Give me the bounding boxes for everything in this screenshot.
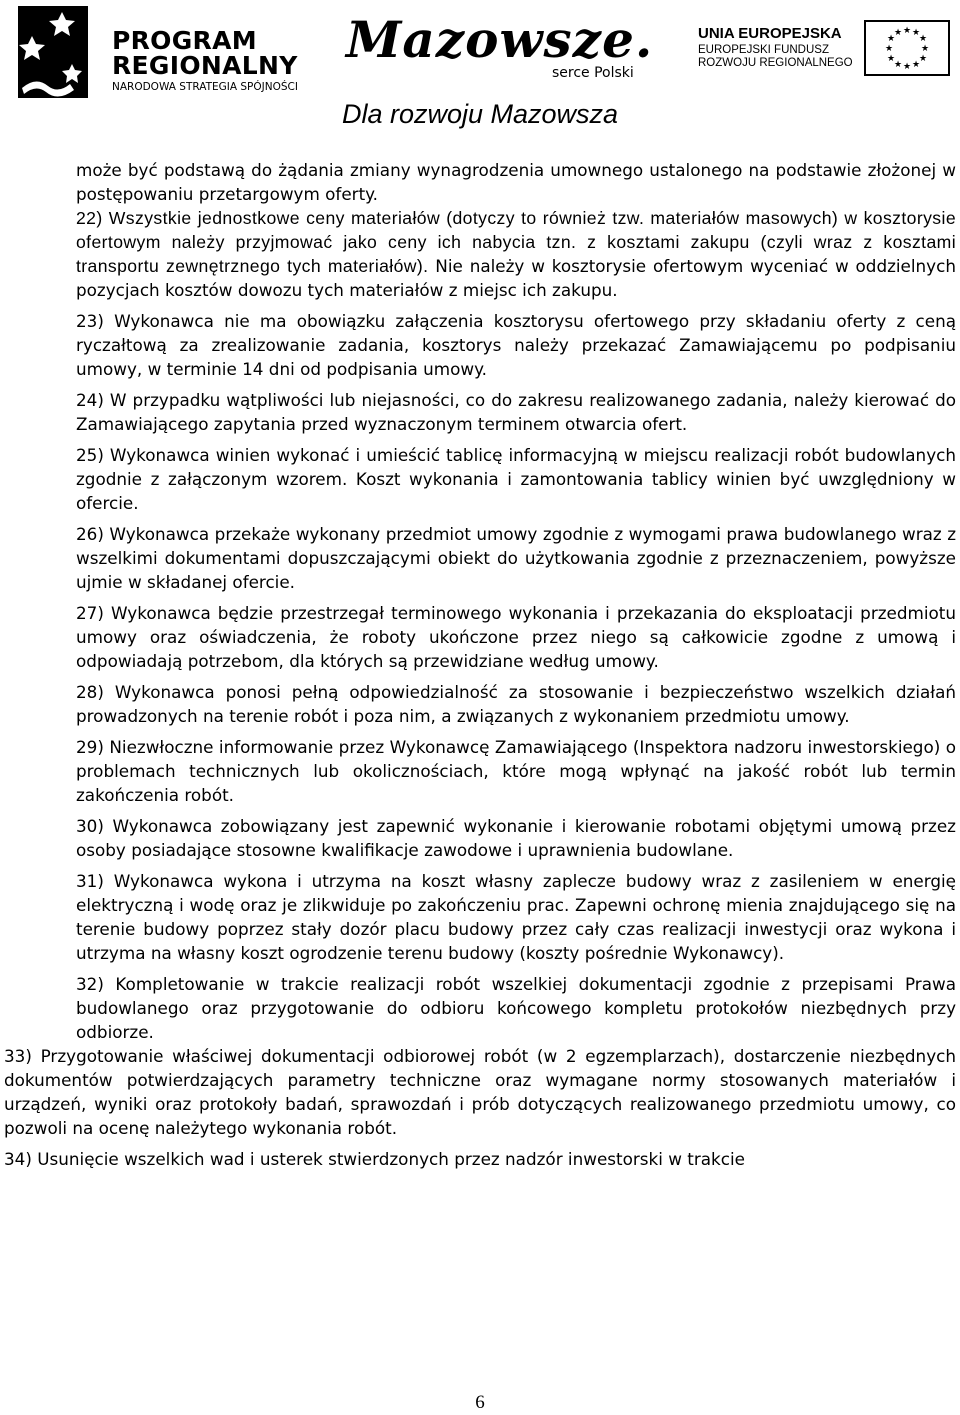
svg-text:★: ★ [911, 28, 921, 38]
paragraph-24: 24) W przypadku wątpliwości lub niejasności, co do zakresu realizowanego zadania, należy kierować do Zamawiającego zapytania przed wyznaczonym terminem otwarcia ofert. [76, 390, 956, 434]
page-header [0, 0, 960, 140]
paragraph-25: 25) Wykonawca winien wykonać i umieścić tablicę informacyjną w miejscu realizacji robót budowlanych zgodnie z załączonym wzorem. Koszt wykonania i zamontowania tablicy winien być uwzględniony w ofercie. [76, 445, 956, 513]
svg-text:★: ★ [886, 34, 896, 44]
program-logo-line3: NARODOWA STRATEGIA SPÓJNOŚCI [112, 81, 298, 93]
eu-logo-line2: EUROPEJSKI FUNDUSZ [698, 44, 829, 56]
paragraph-26: 26) Wykonawca przekaże wykonany przedmiot umowy zgodnie z wymogami prawa budowlanego wraz z wszelkimi dokumentami dopuszczającymi obiekt do użytkowania zgodnie z przeznaczeniem, powyższe ujmie w składanej ofercie. [76, 524, 956, 592]
svg-text:★: ★ [884, 44, 894, 54]
mazowsze-logo-subtitle: serce Polski [552, 65, 634, 81]
svg-text:★: ★ [893, 60, 903, 70]
program-regionalny-logo [18, 6, 298, 98]
paragraph-30: 30) Wykonawca zobowiązany jest zapewnić wykonanie i kierowanie robotami objętymi umową przez osoby posiadające stosowne kwalifikacje zawodowe i uprawnienia budowlane. [76, 816, 956, 860]
paragraph-32: 32) Kompletowanie w trakcie realizacji robót wszelkiej dokumentacji zgodnie z przepisami Prawa budowlanego oraz przygotowanie do odbioru końcowego kompletu protokołów niezbędnych przy odbiorze. [76, 974, 956, 1042]
paragraph-22-part-a: 22) Wszystkie jednostkowe ceny materiałów (dotyczy to również tzw. materiałów masowych) w kosztorysie ofertowym należy przyjmować jako ceny ich nabycia tzn. z kosztami zakupu (czyli wraz z kosztami transportu zewnętrznego tych materiałów). [76, 208, 956, 276]
eu-logo-line1: UNIA EUROPEJSKA [698, 25, 842, 42]
paragraph-29: 29) Niezwłoczne informowanie przez Wykonawcę Zamawiającego (Inspektora nadzoru inwestorskiego) o problemach technicznych lub okolicznościach, które mogą wpłynąć na jakość robót lub termin zakończenia robót. [76, 737, 956, 805]
page-number: 6 [475, 1392, 485, 1413]
svg-text:★: ★ [918, 54, 928, 64]
svg-text:★: ★ [911, 60, 921, 70]
paragraph-23: 23) Wykonawca nie ma obowiązku załączenia kosztorysu ofertowego przy składaniu oferty z ceną ryczałtową za zrealizowanie zadania, kosztorys należy przekazać Zamawiającemu po podpisaniu umowy, w terminie 14 dni od podpisania umowy. [76, 311, 956, 379]
svg-text:★: ★ [902, 62, 912, 72]
paragraph-33: 33) Przygotowanie właściwej dokumentacji odbiorowej robót (w 2 egzemplarzach), dostarczenie niezbędnych dokumentów potwierdzających parametry techniczne oraz wymagane normy stosowanych materiałów i urządzeń, wyniki oraz protokoły badań, sprawozdań i prób dotyczących realizowanego przedmiotu umowy, co pozwoli na ocenę należytego wykonania robót. [4, 1046, 956, 1138]
paragraph-31: 31) Wykonawca wykona i utrzyma na koszt własny zaplecze budowy wraz z zasileniem w energię elektryczną i wodę oraz je zlikwiduje po zakończeniu prac. Zapewni ochronę mienia znajdującego się na terenie budowy poprzez stały dozór placu budowy przez cały czas realizacji inwestycji oraz wykona i utrzyma na własny koszt ogrodzenie terenu budowy (koszty pośrednie Wykonawcy). [76, 871, 956, 963]
program-logo-line2: REGIONALNY [112, 51, 298, 80]
paragraph-22-part-b: Nie należy w kosztorysie ofertowym wyceniać w oddzielnych pozycjach kosztów dowozu tych materiałów z miejsc ich zakupu. [76, 256, 956, 300]
paragraph-27: 27) Wykonawca będzie przestrzegał terminowego wykonania i przekazania do eksploatacji przedmiotu umowy oraz oświadczenia, że roboty ukończone przez niego są całkowicie zgodne z umową i odpowiadają potrzebom, dla których są przewidziane według umowy. [76, 603, 956, 671]
program-logo-line1: PROGRAM [112, 26, 257, 55]
paragraph-28: 28) Wykonawca ponosi pełną odpowiedzialność za stosowanie i bezpieczeństwo wszelkich działań prowadzonych na terenie robót i poza nim, a związanych z wykonaniem przedmiotu umowy. [76, 682, 956, 726]
eu-logo [698, 20, 953, 80]
mazowsze-logo [340, 10, 660, 90]
document-body [0, 158, 960, 1171]
eu-flag-icon [864, 20, 950, 76]
mazowsze-logo-word: Mazowsze. [346, 10, 654, 69]
svg-text:★: ★ [886, 54, 896, 64]
svg-text:★: ★ [902, 26, 912, 36]
svg-text:★: ★ [920, 44, 930, 54]
eu-logo-line3: ROZWOJU REGIONALNEGO [698, 57, 853, 69]
program-emblem-icon [18, 6, 88, 98]
header-motto: Dla rozwoju Mazowsza [341, 99, 619, 129]
paragraph-22 [76, 206, 956, 302]
paragraph-34: 34) Usunięcie wszelkich wad i usterek stwierdzonych przez nadzór inwestorski w trakcie [4, 1149, 745, 1169]
svg-text:★: ★ [918, 34, 928, 44]
svg-text:★: ★ [893, 28, 903, 38]
paragraph-intro: może być podstawą do żądania zmiany wynagrodzenia umownego ustalonego na podstawie złożonej w postępowaniu przetargowym oferty. [76, 160, 956, 204]
